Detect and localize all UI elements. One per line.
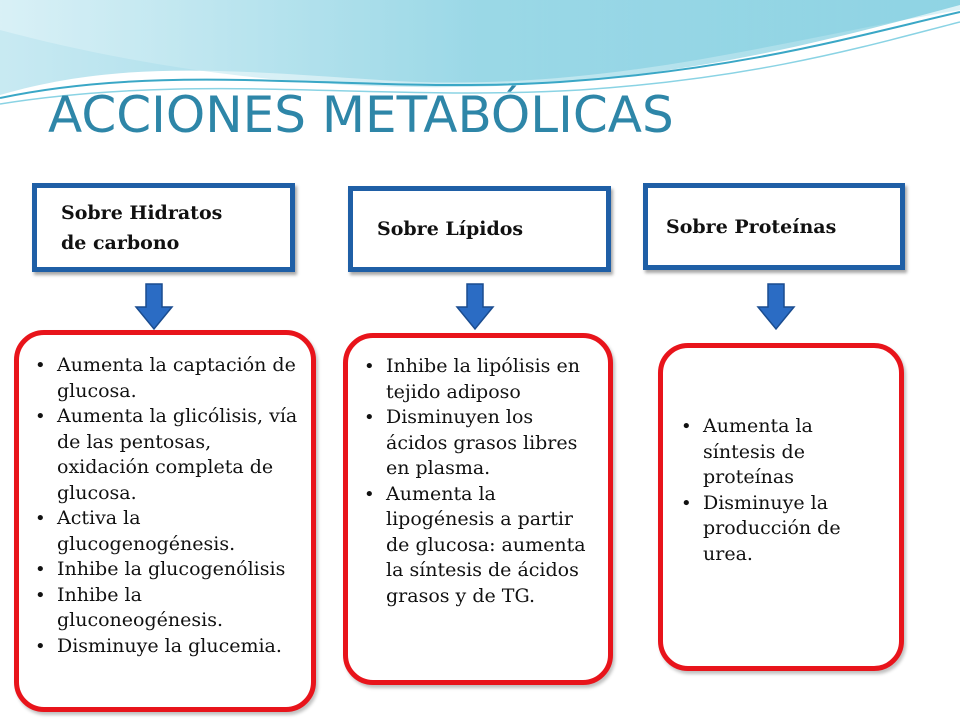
list-item: • Disminuye la glucemia. — [29, 634, 303, 660]
list-item: • Disminuye la producción de urea. — [675, 491, 891, 568]
category-proteinas-box — [643, 183, 905, 270]
lipidos-details-box — [343, 333, 613, 685]
proteinas-details-box — [658, 343, 904, 671]
down-arrow-icon — [134, 283, 174, 331]
list-item: • Disminuyen los ácidos grasos libres en plasma. — [358, 405, 600, 482]
down-arrow-icon — [455, 283, 495, 331]
down-arrow-icon — [756, 283, 796, 331]
list-item: • Aumenta la lipogénesis a partir de glucosa: aumenta la síntesis de ácidos grasos y de TG. — [358, 482, 600, 610]
category-proteinas-label: Sobre Proteínas — [666, 215, 837, 238]
lipidos-details-list — [358, 354, 600, 609]
list-item: • Aumenta la captación de glucosa. — [29, 353, 303, 404]
category-lipidos-label: Sobre Lípidos — [377, 218, 524, 240]
category-lipidos-box — [348, 186, 611, 272]
hidratos-details-list — [29, 353, 303, 659]
list-item: • Inhibe la lipólisis en tejido adiposo — [358, 354, 600, 405]
proteinas-details-list — [675, 414, 891, 567]
list-item: • Inhibe la glucogenólisis — [29, 557, 303, 583]
list-item: • Aumenta la síntesis de proteínas — [675, 414, 891, 491]
list-item: • Inhibe la gluconeogénesis. — [29, 583, 303, 634]
page-title: ACCIONES METABÓLICAS — [48, 86, 674, 144]
hidratos-details-box — [14, 330, 316, 712]
category-hidratos-label: Sobre Hidratos de carbono — [61, 201, 223, 254]
list-item: • Activa la glucogenogénesis. — [29, 506, 303, 557]
list-item: • Aumenta la glicólisis, vía de las pentosas, oxidación completa de glucosa. — [29, 404, 303, 506]
category-hidratos-box — [32, 183, 295, 272]
